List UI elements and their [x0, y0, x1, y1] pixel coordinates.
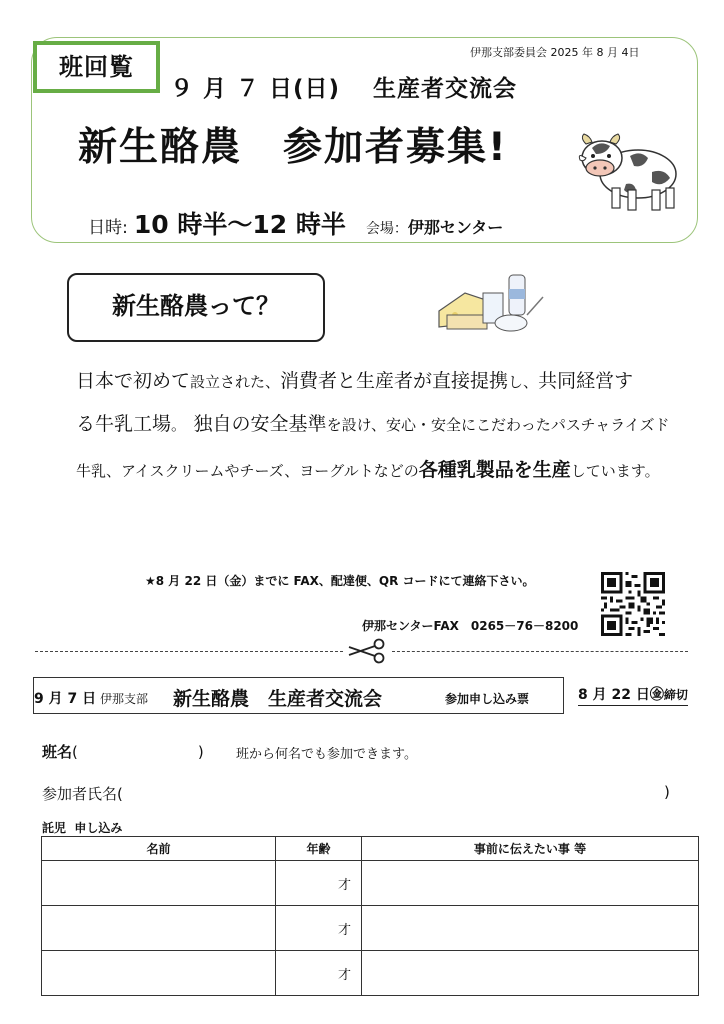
notes-cell[interactable]	[362, 861, 699, 906]
desc-text: を設け、安心・安全にこだわったパスチャライズド	[326, 416, 670, 434]
desc-text: 共同経営	[538, 370, 615, 392]
main-headline: 新生酪農 参加者募集!	[78, 125, 508, 170]
han-blank[interactable]: ( )	[72, 743, 204, 761]
circular-tag: 班回覧	[33, 41, 160, 93]
cow-illustration	[578, 122, 682, 214]
childcare-table	[41, 836, 699, 996]
deadline-label: 締切	[663, 688, 688, 702]
cut-line	[392, 651, 688, 652]
deadline-date: 8 月 22 日	[578, 687, 650, 703]
desc-text: 日本で初めて	[76, 370, 191, 392]
application-branch: 伊那支部	[100, 692, 149, 706]
han-name-field[interactable]	[42, 741, 204, 762]
table-row	[42, 906, 699, 951]
deadline-note: ★8 月 22 日（金）までに FAX、配達便、QR コードにて連絡下さい。	[145, 574, 535, 588]
application-form-name: 参加申し込み票	[445, 692, 530, 706]
desc-text: 消費者と生産者が直接提携	[280, 370, 509, 392]
age-cell[interactable]	[276, 861, 362, 906]
participant-close-paren: )	[664, 783, 670, 801]
deadline-day: ㊎	[649, 687, 664, 703]
venue-value: 伊那センター	[407, 218, 504, 237]
event-line: ９ 月 ７ 日(日) 生産者交流会	[170, 76, 518, 102]
childcare-label: 託児 申し込み	[42, 821, 123, 835]
header-name: 名前	[42, 837, 276, 861]
desc-text: しています。	[570, 462, 660, 480]
qr-code[interactable]	[601, 572, 665, 636]
han-label: 班名	[42, 743, 73, 761]
issuer-date: 伊那支部委員会 2025 年 8 月 4日	[470, 46, 640, 59]
table-row	[42, 951, 699, 996]
notes-cell[interactable]	[362, 906, 699, 951]
datetime-value: 10 時半～12 時半	[133, 210, 346, 239]
desc-text: る	[76, 413, 96, 435]
name-cell[interactable]	[42, 906, 276, 951]
question-box: 新生酪農って？	[67, 273, 325, 342]
notes-cell[interactable]	[362, 951, 699, 996]
dairy-products-illustration	[435, 271, 550, 337]
table-row	[42, 861, 699, 906]
cut-line	[35, 651, 343, 652]
age-cell[interactable]	[276, 906, 362, 951]
header-notes: 事前に伝えたい事 等	[362, 837, 699, 861]
age-unit: 才	[337, 878, 351, 893]
header-age: 年齢	[276, 837, 362, 861]
table-header-row	[42, 837, 699, 861]
scissors-icon	[345, 638, 387, 664]
description-line-1	[76, 366, 633, 393]
application-deadline	[578, 684, 688, 706]
name-cell[interactable]	[42, 861, 276, 906]
age-unit: 才	[337, 923, 351, 938]
desc-text: す	[614, 370, 634, 392]
datetime-label: 日時:	[88, 218, 128, 238]
desc-text: し、	[508, 373, 539, 391]
description-line-2	[76, 409, 669, 436]
desc-text: 設立された、	[190, 373, 281, 391]
name-cell[interactable]	[42, 951, 276, 996]
participant-name-field[interactable]: 参加者氏名(	[42, 785, 123, 803]
application-date: 9 月 7 日	[34, 691, 97, 707]
desc-text: 独自の安全基準	[193, 413, 327, 435]
age-unit: 才	[337, 968, 351, 983]
age-cell[interactable]	[276, 951, 362, 996]
application-title: 新生酪農 生産者交流会	[173, 688, 383, 710]
description-line-3	[76, 455, 660, 482]
desc-text: 牛乳、アイスクリームやチーズ、ヨーグルトなどの	[76, 462, 419, 480]
desc-text: 各種乳製品を生産	[418, 459, 571, 481]
desc-text: 牛乳工場	[95, 413, 172, 435]
fax-line: 伊那センターFAX 0265－76－8200	[362, 619, 579, 633]
desc-text: 。	[171, 416, 194, 434]
datetime-line	[78, 186, 503, 241]
han-note: 班から何名でも参加できます。	[236, 747, 417, 762]
venue-label: 会場：	[365, 221, 408, 237]
